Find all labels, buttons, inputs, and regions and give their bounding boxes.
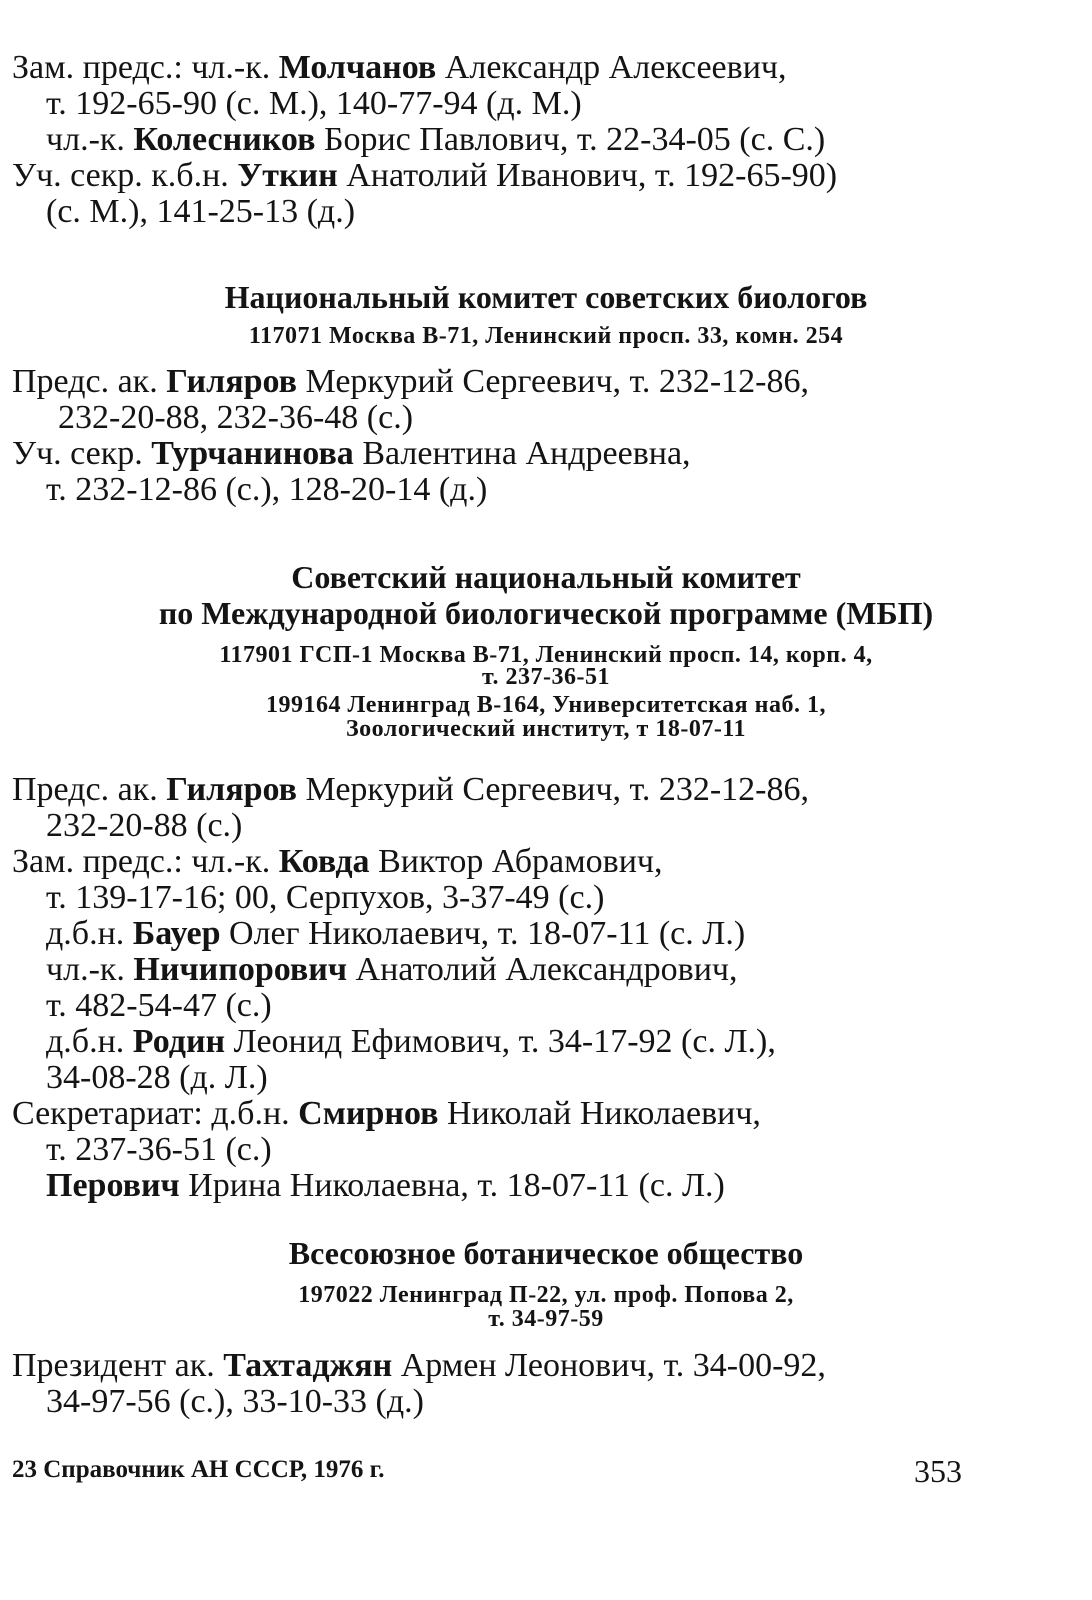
person-name: Бауер	[132, 915, 221, 952]
entry-phone-line: т. 482-54-47 (с.)	[46, 987, 272, 1024]
entry-phone-line: т. 237-36-51 (с.)	[46, 1131, 272, 1168]
person-name: Тахтаджян	[223, 1347, 393, 1384]
section-address: 199164 Ленинград В-164, Университетская наб. 1,	[266, 692, 826, 718]
section-title-ibp-line2: по Международной биологической программе (МБП)	[158, 595, 934, 631]
entry-deputy-kovda: Зам. предс.: чл.-к. Ковда Виктор Абрамович,	[12, 843, 663, 880]
entry-phone-line: т. 139-17-16; 00, Серпухов, 3-37-49 (с.)	[46, 879, 605, 916]
entry-president-takhtajan: Президент ак. Тахтаджян Армен Леонович, т. 34-00-92,	[12, 1347, 826, 1384]
entry-secretariat-perovich: Перович Ирина Николаевна, т. 18-07-11 (с. Л.)	[46, 1167, 725, 1204]
entry-secretary-turchaninova: Уч. секр. Турчанинова Валентина Андреевна,	[12, 435, 691, 472]
section-address: 197022 Ленинград П-22, ул. проф. Попова 2,	[298, 1282, 794, 1308]
person-name: Колесников	[133, 121, 316, 158]
entry-phone-line: т. 232-12-86 (с.), 128-20-14 (д.)	[46, 471, 488, 508]
section-title-ibp-line1: Советский национальный комитет	[291, 559, 801, 595]
entry-chairman-gilyarov: Предс. ак. Гиляров Меркурий Сергеевич, т. 232-12-86,	[12, 363, 809, 400]
person-name: Ковда	[278, 843, 370, 880]
person-name: Молчанов	[278, 49, 437, 86]
entry-phone-line: т. 192-65-90 (с. М.), 140-77-94 (д. М.)	[46, 85, 582, 122]
section-address: 117071 Москва В-71, Ленинский просп. 33, комн. 254	[248, 323, 844, 349]
entry-secretariat-smirnov: Секретариат: д.б.н. Смирнов Николай Николаевич,	[12, 1095, 761, 1132]
entry-phone-line: (с. М.), 141-25-13 (д.)	[46, 193, 356, 230]
person-name: Ничипорович	[133, 951, 348, 988]
person-name: Родин	[132, 1023, 226, 1060]
person-name: Гиляров	[166, 363, 298, 400]
entry-deputy-rodin: д.б.н. Родин Леонид Ефимович, т. 34-17-92 (с. Л.),	[46, 1023, 776, 1060]
entry-phone-line: 232-20-88 (с.)	[46, 807, 243, 844]
entry-chairman-gilyarov: Предс. ак. Гиляров Меркурий Сергеевич, т. 232-12-86,	[12, 771, 809, 808]
person-name: Перович	[46, 1167, 180, 1204]
section-title-national-committee: Национальный комитет советских биологов	[224, 279, 868, 315]
section-address: 117901 ГСП-1 Москва В-71, Ленинский просп. 14, корп. 4,	[219, 642, 873, 668]
entry-phone-line: 34-08-28 (д. Л.)	[46, 1059, 268, 1096]
entry-deputy-molchanov: Зам. предс.: чл.-к. Молчанов Александр Алексеевич,	[12, 49, 787, 86]
page-number: 353	[914, 1453, 962, 1489]
entry-phone-line: 232-20-88, 232-36-48 (с.)	[58, 399, 414, 436]
person-name: Смирнов	[298, 1095, 439, 1132]
section-title-botanical-society: Всесоюзное ботаническое общество	[288, 1235, 804, 1271]
section-address: т. 34-97-59	[488, 1306, 604, 1332]
entry-phone-line: 34-97-56 (с.), 33-10-33 (д.)	[46, 1383, 424, 1420]
person-name: Гиляров	[166, 771, 298, 808]
person-name: Уткин	[237, 157, 338, 194]
section-address: т. 237-36-51	[482, 664, 610, 690]
entry-deputy-bauer: д.б.н. Бауер Олег Николаевич, т. 18-07-11 (с. Л.)	[46, 915, 746, 952]
person-name: Турчанинова	[151, 435, 354, 472]
footer-source: 23 Справочник АН СССР, 1976 г.	[12, 1456, 385, 1483]
entry-secretary-utkin: Уч. секр. к.б.н. Уткин Анатолий Иванович, т. 192-65-90)	[12, 157, 838, 194]
entry-deputy-nichiporovich: чл.-к. Ничипорович Анатолий Александрович,	[46, 951, 738, 988]
entry-deputy-kolesnikov: чл.-к. Колесников Борис Павлович, т. 22-34-05 (с. С.)	[46, 121, 826, 158]
section-address: Зоологический институт, т 18-07-11	[346, 716, 746, 742]
